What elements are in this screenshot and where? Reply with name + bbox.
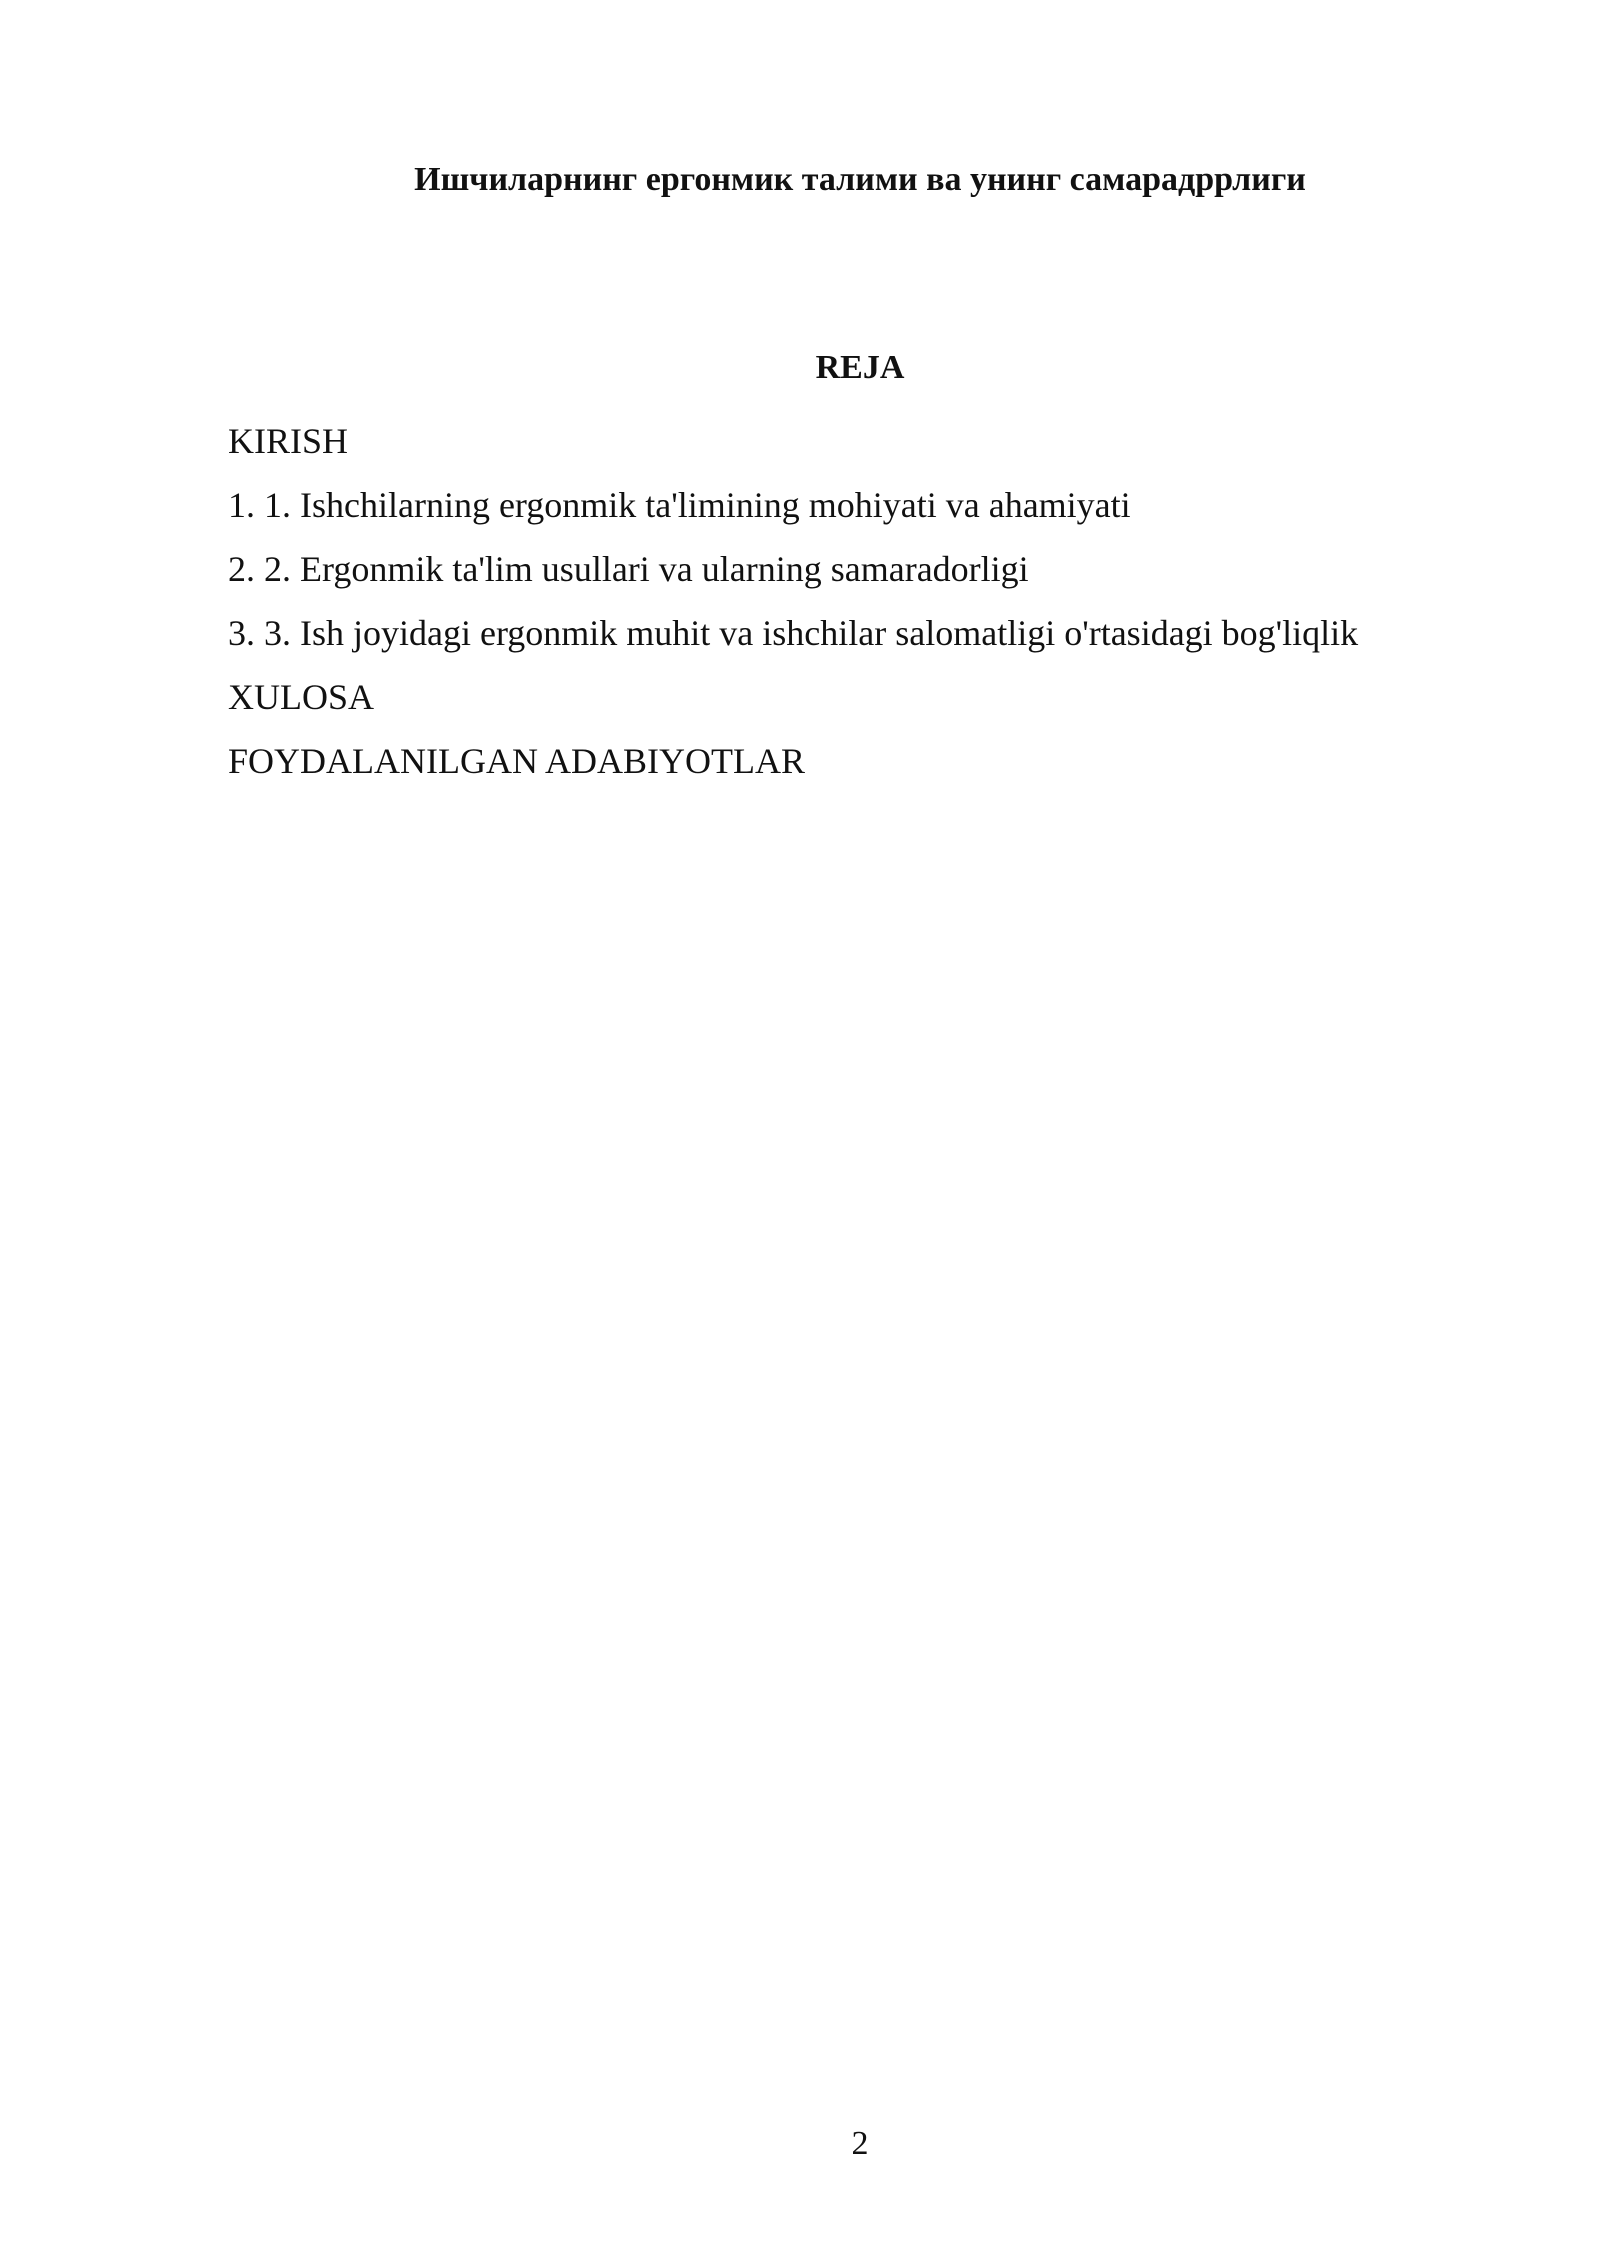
plan-item-2: 2. 2. Ergonmik ta'lim usullari va ularning samaradorligi [228, 549, 1029, 589]
plan-item-introduction: KIRISH [228, 421, 349, 461]
plan-item-3: 3. 3. Ish joyidagi ergonmik muhit va ishchilar salomatligi o'rtasidagi bog'liqlik [228, 613, 1359, 653]
plan-item-references: FOYDALANILGAN ADABIYOTLAR [228, 741, 805, 781]
plan-item-1: 1. 1. Ishchilarning ergonmik ta'limining mohiyati va ahamiyati [228, 485, 1131, 525]
plan-heading: REJA [815, 349, 905, 386]
page-number: 2 [851, 2125, 869, 2162]
plan-item-conclusion: XULOSA [228, 677, 375, 717]
document-title: Ишчиларнинг ергонмик талими ва унинг самарадррлиги [414, 161, 1306, 198]
plan-list [228, 420, 1358, 804]
